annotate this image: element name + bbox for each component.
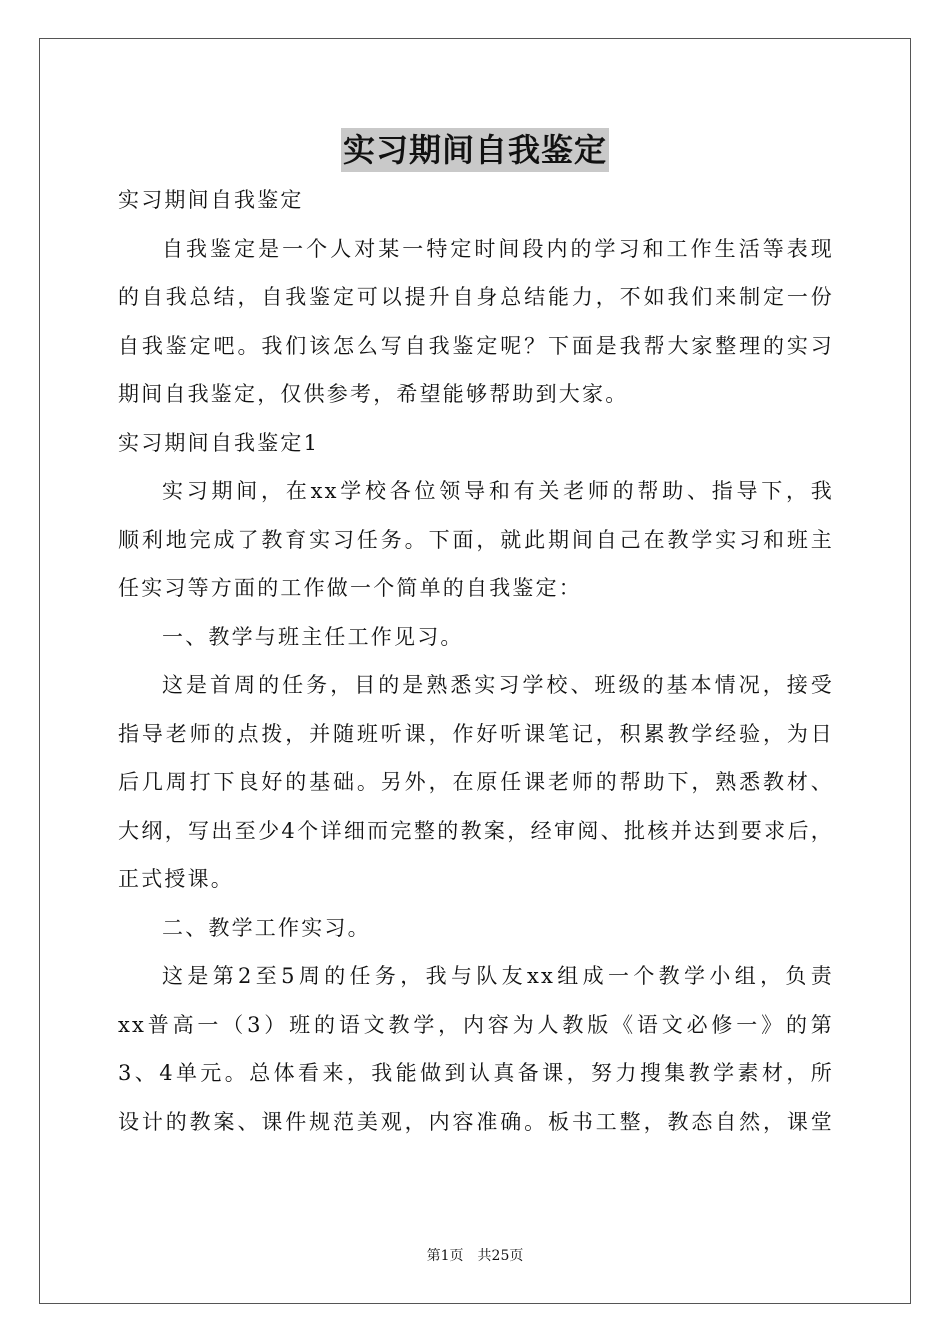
- text-line: 大纲，写出至少4个详细而完整的教案，经审阅、批核并达到要求后，: [118, 818, 834, 843]
- document-body: [118, 176, 834, 1146]
- text-line: 实习期间，在xx学校各位领导和有关老师的帮助、指导下，我: [162, 479, 834, 503]
- text-line: 二、教学工作实习。: [162, 915, 371, 940]
- text-line: 后几周打下良好的基础。另外，在原任课老师的帮助下，熟悉教材、: [118, 770, 834, 794]
- document-title: 实习期间自我鉴定: [341, 128, 609, 172]
- text-line: 任实习等方面的工作做一个简单的自我鉴定：: [118, 576, 582, 600]
- text-line: 指导老师的点拨，并随班听课，作好听课笔记，积累教学经验，为日: [118, 721, 834, 746]
- text-line: 3、4单元。总体看来，我能做到认真备课，努力搜集教学素材，所: [118, 1061, 834, 1085]
- page-footer: [0, 1245, 950, 1265]
- text-line: 自我鉴定是一个人对某一特定时间段内的学习和工作生活等表现: [162, 236, 834, 261]
- text-line: 实习期间自我鉴定: [118, 188, 304, 212]
- text-line: 一、教学与班主任工作见习。: [162, 624, 464, 649]
- text-line: 实习期间自我鉴定1: [118, 430, 320, 455]
- title-container: [0, 128, 950, 172]
- text-line: 这是首周的任务，目的是熟悉实习学校、班级的基本情况，接受: [162, 673, 834, 697]
- page-total: 共25页: [477, 1248, 524, 1264]
- text-line: 期间自我鉴定，仅供参考，希望能够帮助到大家。: [118, 382, 629, 406]
- text-line: 自我鉴定吧。我们该怎么写自我鉴定呢？下面是我帮大家整理的实习: [118, 333, 834, 358]
- page-number: 第1页: [426, 1248, 464, 1264]
- text-line: 正式授课。: [118, 867, 234, 891]
- text-line: 的自我总结，自我鉴定可以提升自身总结能力，不如我们来制定一份: [118, 285, 834, 309]
- text-line: xx普高一（3）班的语文教学，内容为人教版《语文必修一》的第: [118, 1012, 834, 1037]
- text-line: 顺利地完成了教育实习任务。下面，就此期间自己在教学实习和班主: [118, 527, 834, 552]
- text-line: 设计的教案、课件规范美观，内容准确。板书工整，教态自然，课堂: [118, 1109, 834, 1134]
- text-line: 这是第2至5周的任务，我与队友xx组成一个教学小组，负责: [162, 964, 834, 988]
